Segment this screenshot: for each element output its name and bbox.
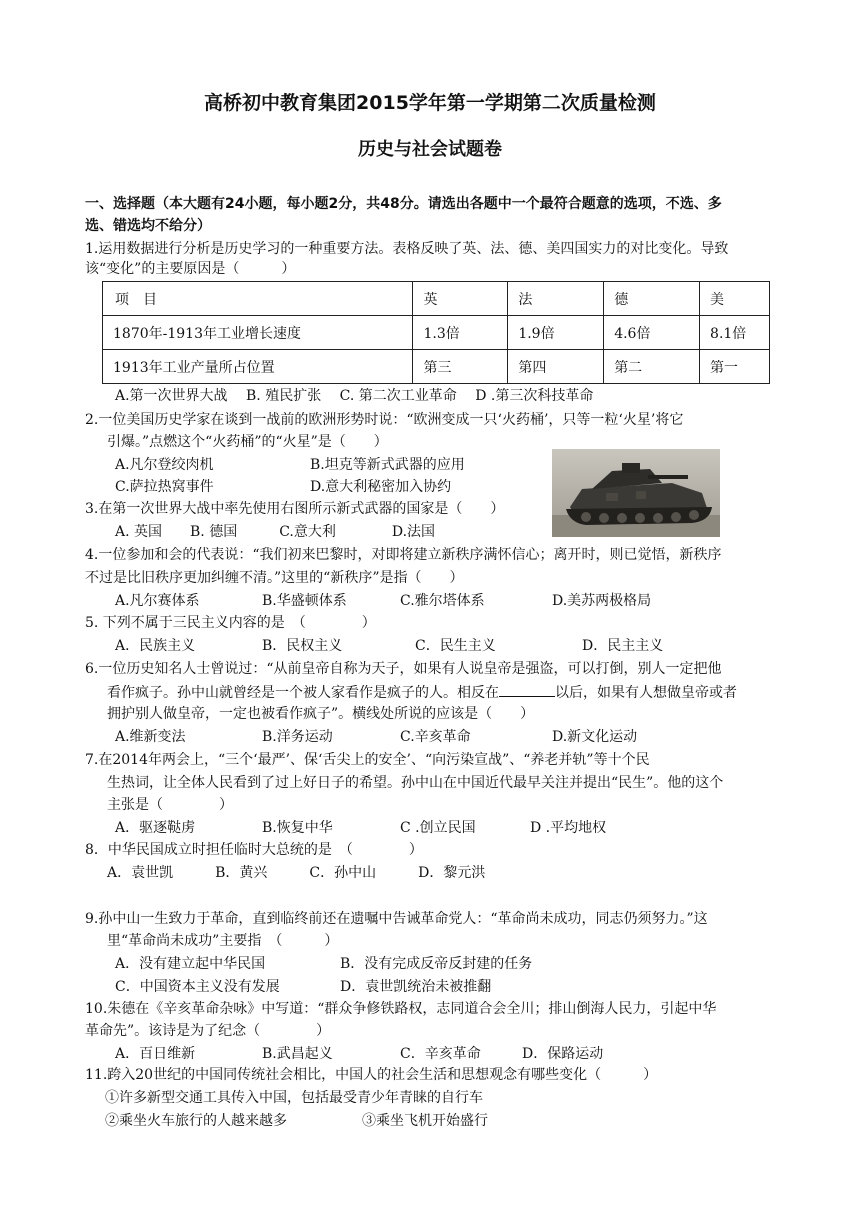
- q7-option-c: C .创立民国: [400, 820, 476, 836]
- q3-options: A. 英国 B. 德国 C.意大利 D.法国: [115, 524, 436, 540]
- q6-option-a: A.维新变法: [115, 729, 186, 745]
- q11-item-3: ③乘坐飞机开始盛行: [362, 1113, 488, 1129]
- table-header-cell: 美: [700, 282, 770, 316]
- q5-option-d: D．民主主义: [582, 638, 664, 654]
- q10-stem-line1: 10.朱德在《辛亥革命杂咏》中写道：“群众争修铁路权，志同道合会全川；排山倒海人民力，引起中华: [85, 1001, 717, 1017]
- q11-stem: 11.跨入20世纪的中国同传统社会相比，中国人的社会生活和思想观念有哪些变化（ ）: [85, 1067, 658, 1083]
- q4-option-b: B.华盛顿体系: [262, 593, 347, 609]
- q6-stem-line2-tail: 以后，如果有人想做皇帝或者: [555, 685, 737, 701]
- table-cell: 第四: [508, 350, 604, 384]
- table-cell: 8.1倍: [700, 316, 770, 350]
- q6-stem-line2-text: 看作疯子。孙中山就曾经是一个被人家看作是疯子的人。相反在: [107, 685, 499, 701]
- q7-stem-line1: 7.在2014年两会上，“三个‘最严’、保‘舌尖上的安全’、“向污染宣战”、“养老并轨”等十个民: [85, 752, 650, 768]
- q9-option-c: C．中国资本主义没有发展: [115, 979, 280, 995]
- q2-option-a: A.凡尔登绞肉机: [115, 457, 214, 473]
- q3-stem: 3.在第一次世界大战中率先使用右图所示新式武器的国家是（ ）: [85, 501, 505, 517]
- table-cell: 1870年-1913年工业增长速度: [103, 316, 413, 350]
- table-header-cell: 项 目: [103, 282, 413, 316]
- q4-option-a: A.凡尔赛体系: [115, 593, 200, 609]
- q7-option-d: D .平均地权: [530, 820, 607, 836]
- q6-stem-line2: [107, 682, 737, 703]
- q7-option-a: A．驱逐鞑虏: [115, 820, 196, 836]
- section-instructions-line2: 选、错选均不给分）: [85, 218, 211, 234]
- table-header-cell: 法: [508, 282, 604, 316]
- q10-option-d: D．保路运动: [522, 1046, 604, 1062]
- q11-item-2: ②乘坐火车旅行的人越来越多: [105, 1113, 287, 1129]
- table-cell: 第二: [604, 350, 700, 384]
- table-row: [103, 316, 770, 350]
- table-header-cell: 德: [604, 282, 700, 316]
- q2-option-c: C.萨拉热窝事件: [115, 479, 214, 495]
- q2-stem-line2: 引爆。”点燃这个“火药桶”的“火星”是（ ）: [107, 434, 388, 450]
- q10-option-b: B.武昌起义: [262, 1046, 333, 1062]
- q4-option-c: C.雅尔塔体系: [400, 593, 485, 609]
- answer-blank: [499, 682, 555, 697]
- section-instructions-line1: 一、选择题（本大题有24小题，每小题2分，共48分。请选出各题中一个最符合题意的选项，不选、多: [85, 196, 722, 212]
- q8-options: A．袁世凯 B．黄兴 C．孙中山 D．黎元洪: [107, 865, 486, 881]
- tank-photo: [552, 449, 720, 537]
- q6-stem-line3: 拥护别人做皇帝，一定也被看作疯子”。横线处所说的应该是（ ）: [107, 706, 535, 722]
- q4-stem-line1: 4.一位参加和会的代表说：“我们初来巴黎时，对即将建立新秩序满怀信心；离开时，则已觉悟，新秩序: [85, 547, 722, 563]
- q1-data-table: [102, 281, 770, 384]
- exam-subtitle: 历史与社会试题卷: [358, 139, 502, 160]
- q7-option-b: B.恢复中华: [262, 820, 333, 836]
- exam-title: 高桥初中教育集团2015学年第一学期第二次质量检测: [204, 92, 656, 114]
- q8-stem: 8．中华民国成立时担任临时大总统的是 （ ）: [85, 842, 423, 858]
- q10-option-c: C．辛亥革命: [400, 1046, 481, 1062]
- q9-option-d: D．袁世凯统治未被推翻: [340, 979, 492, 995]
- q5-stem: 5. 下列不属于三民主义内容的是 （ ）: [85, 615, 376, 631]
- q1-stem-line2: 该“变化”的主要原因是（ ）: [85, 261, 296, 277]
- q1-options: A.第一次世界大战 B. 殖民扩张 C. 第二次工业革命 D .第三次科技革命: [115, 388, 594, 404]
- q7-stem-line3: 主张是（ ）: [107, 797, 233, 813]
- tank-illustration: [552, 449, 720, 537]
- q4-option-d: D.美苏两极格局: [552, 593, 652, 609]
- table-row: [103, 350, 770, 384]
- q1-stem-line1: 1.运用数据进行分析是历史学习的一种重要方法。表格反映了英、法、德、美四国实力的对比变化。导致: [85, 241, 729, 257]
- q2-option-b: B.坦克等新式武器的应用: [310, 457, 465, 473]
- table-cell: 第三: [413, 350, 508, 384]
- q10-option-a: A．百日维新: [115, 1046, 196, 1062]
- q6-option-b: B.洋务运动: [262, 729, 333, 745]
- q6-option-c: C.辛亥革命: [400, 729, 471, 745]
- q7-stem-line2: 生热词，让全体人民看到了过上好日子的希望。孙中山在中国近代最早关注并提出“民生”。他的这个: [107, 775, 724, 791]
- table-header-row: [103, 282, 770, 316]
- q9-stem-line1: 9.孙中山一生致力于革命，直到临终前还在遗嘱中告诫革命党人：“革命尚未成功，同志仍须努力。”这: [85, 911, 708, 927]
- table-cell: 1913年工业产量所占位置: [103, 350, 413, 384]
- q10-stem-line2: 革命先”。该诗是为了纪念（ ）: [85, 1023, 331, 1039]
- q9-option-a: A．没有建立起中华民国: [115, 956, 266, 972]
- q6-option-d: D.新文化运动: [552, 729, 638, 745]
- table-cell: 1.9倍: [508, 316, 604, 350]
- q9-stem-line2: 里“革命尚未成功”主要指 （ ）: [107, 933, 339, 949]
- q11-item-1: ①许多新型交通工具传入中国，包括最受青少年青睐的自行车: [105, 1090, 483, 1106]
- q5-option-b: B．民权主义: [262, 638, 343, 654]
- table-cell: 4.6倍: [604, 316, 700, 350]
- q6-stem-line1: 6.一位历史知名人士曾说过：“从前皇帝自称为天子，如果有人说皇帝是强盗，可以打倒，别人一定把他: [85, 661, 722, 677]
- q2-stem-line1: 2.一位美国历史学家在谈到一战前的欧洲形势时说：“欧洲变成一只‘火药桶’，只等一粒‘火星’将它: [85, 412, 684, 428]
- q5-option-a: A．民族主义: [115, 638, 196, 654]
- table-header-cell: 英: [413, 282, 508, 316]
- q5-option-c: C．民生主义: [415, 638, 496, 654]
- table-cell: 第一: [700, 350, 770, 384]
- q4-stem-line2: 不过是比旧秩序更加纠缠不清。”这里的“新秩序”是指（ ）: [85, 570, 464, 586]
- q9-option-b: B．没有完成反帝反封建的任务: [340, 956, 533, 972]
- q2-option-d: D.意大利秘密加入协约: [310, 479, 452, 495]
- table-cell: 1.3倍: [413, 316, 508, 350]
